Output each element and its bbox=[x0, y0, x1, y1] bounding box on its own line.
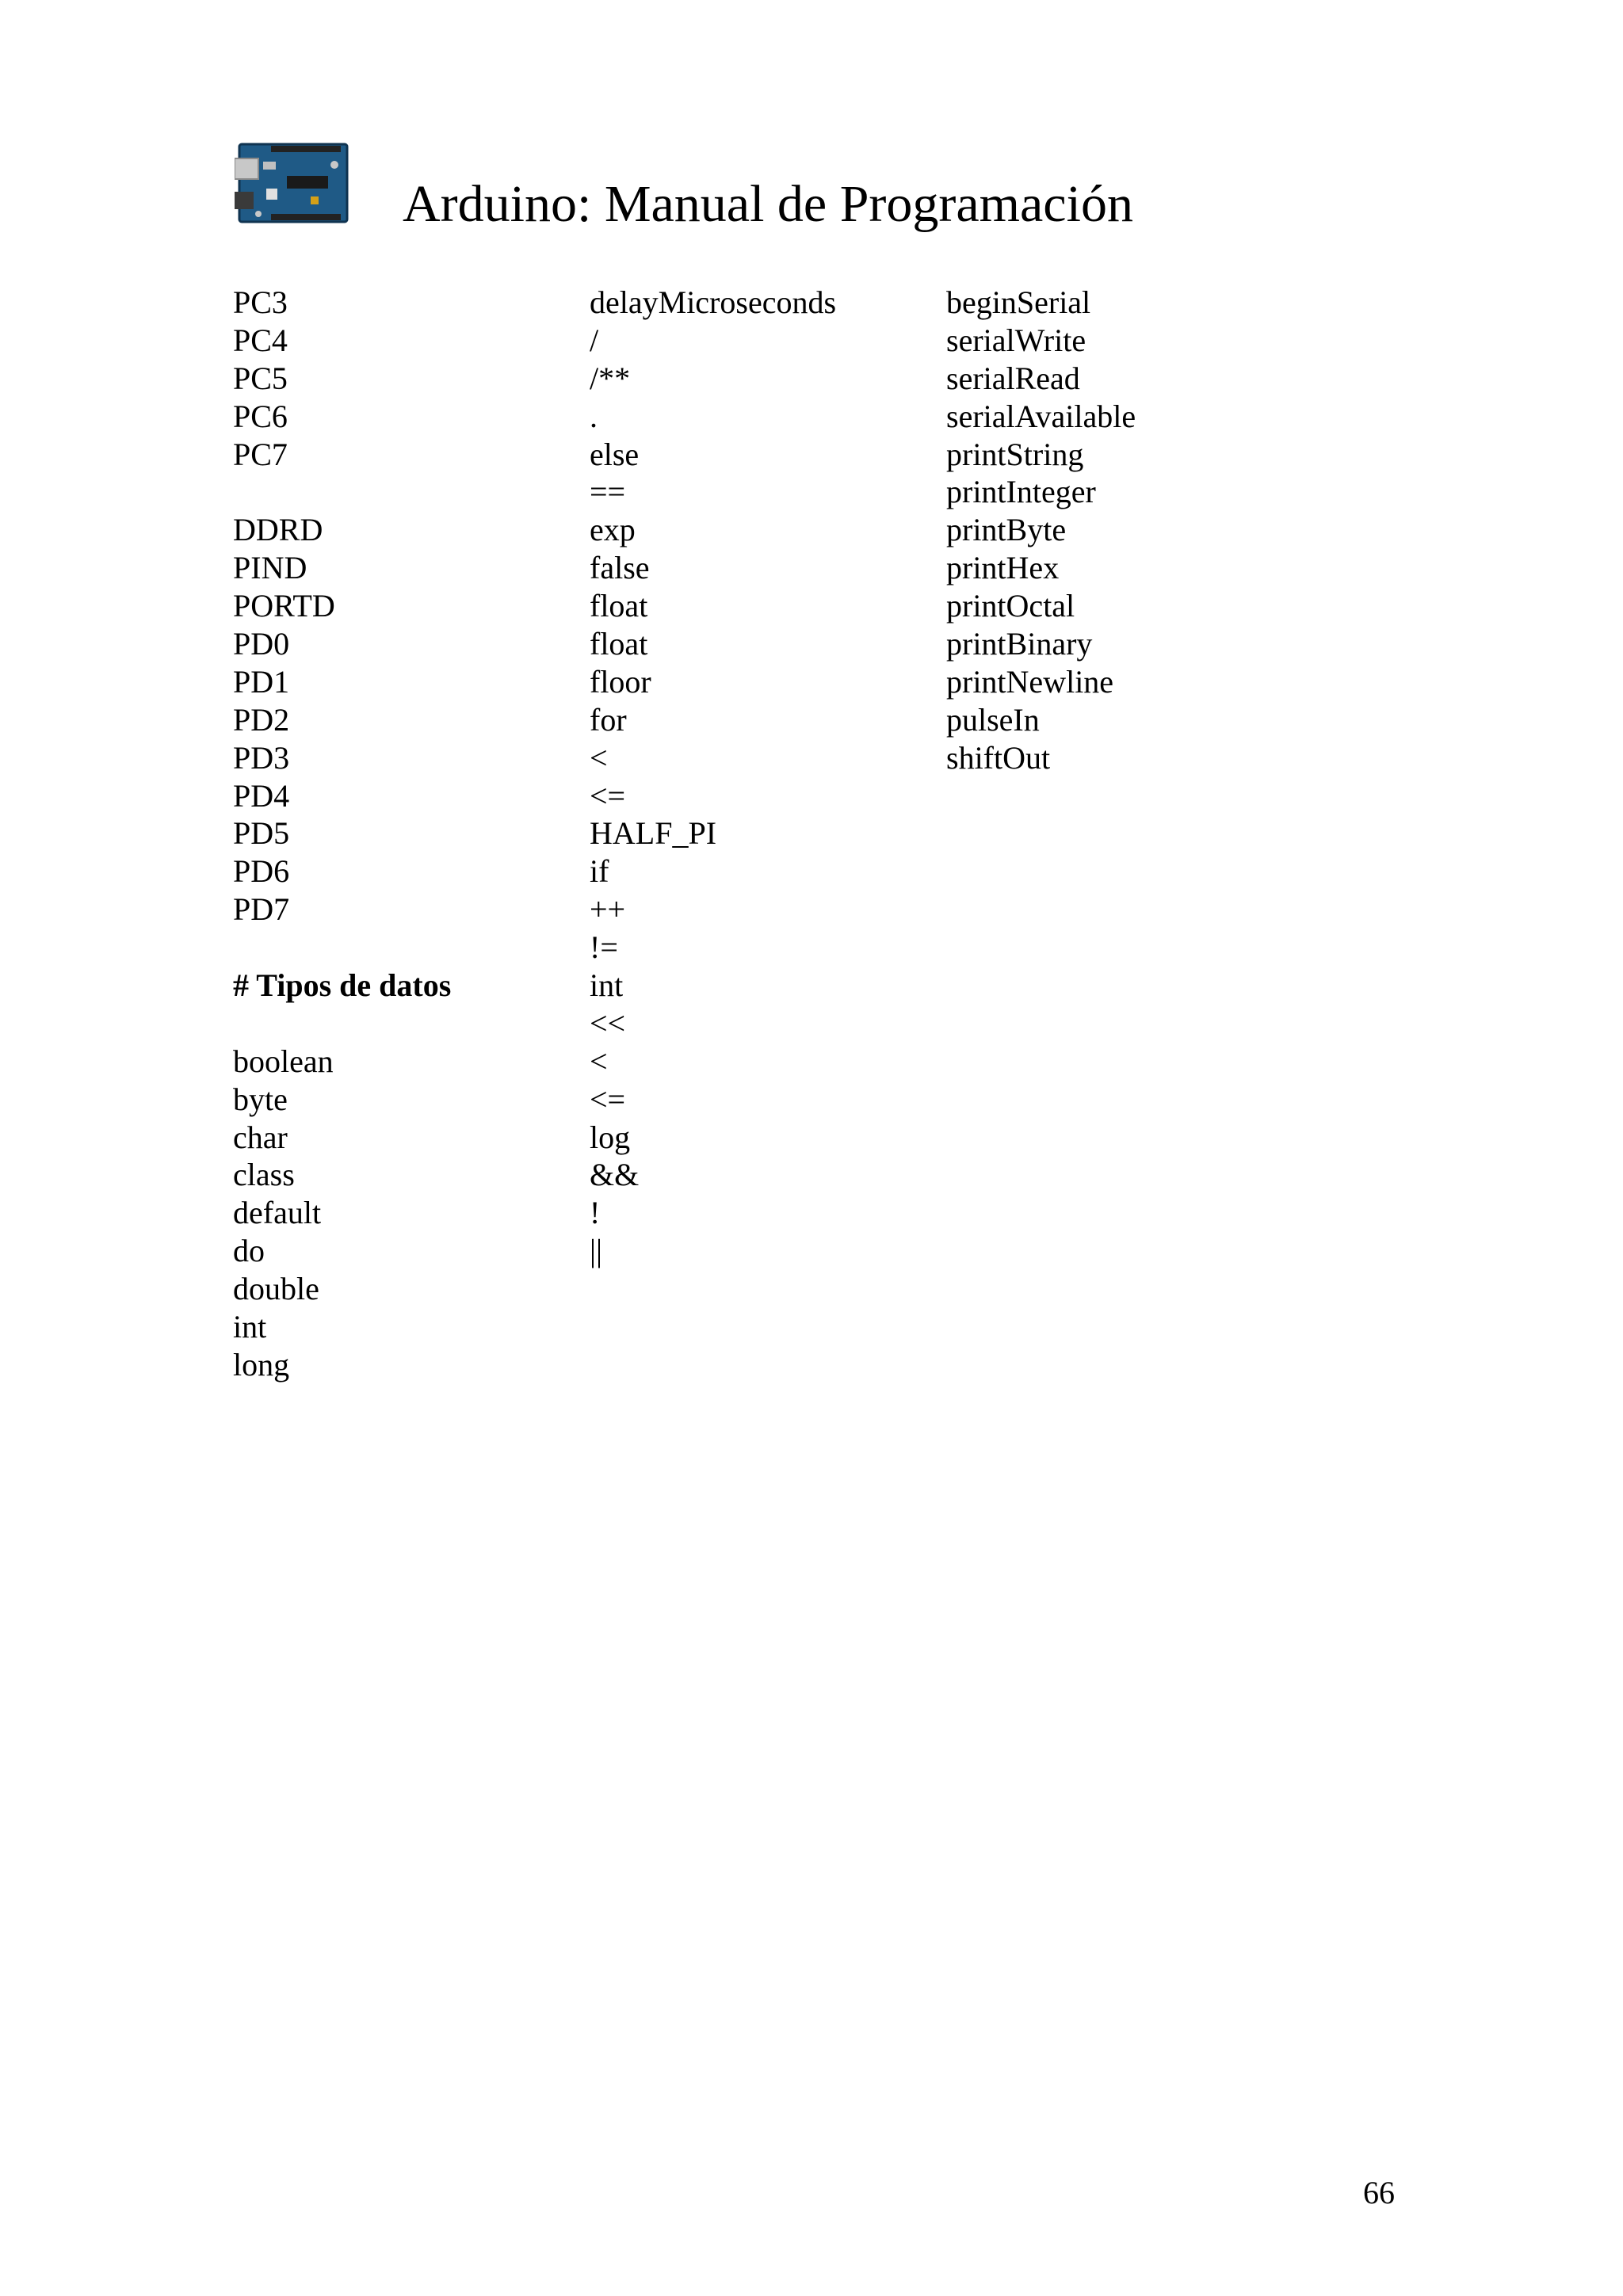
keyword-entry: PC3 bbox=[233, 284, 288, 320]
keyword-entry: <= bbox=[590, 777, 626, 814]
keyword-entry: PD5 bbox=[233, 815, 290, 852]
keyword-entry: PD3 bbox=[233, 739, 290, 776]
keyword-entry: PD1 bbox=[233, 663, 290, 700]
keyword-entry: /** bbox=[590, 360, 631, 396]
keyword-entry: printOctal bbox=[946, 588, 1075, 624]
keyword-entry: PD4 bbox=[233, 777, 290, 814]
keyword-entry: byte bbox=[233, 1081, 288, 1117]
keyword-entry: do bbox=[233, 1233, 265, 1269]
keyword-entry: . bbox=[590, 398, 598, 434]
keyword-entry: printInteger bbox=[946, 474, 1096, 510]
keyword-entry: floor bbox=[590, 663, 651, 700]
keyword-column-3 bbox=[946, 284, 1136, 777]
keyword-entry: float bbox=[590, 626, 648, 662]
keyword-column-2 bbox=[590, 284, 836, 1270]
document-title: Arduino: Manual de Programación bbox=[403, 175, 1133, 233]
keyword-entry: for bbox=[590, 701, 627, 738]
keyword-entry: exp bbox=[590, 512, 636, 548]
page-header bbox=[0, 0, 1623, 254]
keyword-entry: PC6 bbox=[233, 398, 288, 434]
keyword-entry: <= bbox=[590, 1081, 626, 1117]
keyword-entry: if bbox=[590, 853, 609, 890]
keyword-entry: printHex bbox=[946, 550, 1060, 586]
keyword-entry: float bbox=[590, 588, 648, 624]
arduino-board-icon bbox=[235, 141, 352, 225]
keyword-entry: PD2 bbox=[233, 701, 290, 738]
keyword-entry: printBinary bbox=[946, 626, 1093, 662]
keyword-entry: || bbox=[590, 1233, 603, 1269]
keyword-entry: serialAvailable bbox=[946, 398, 1136, 434]
keyword-entry: double bbox=[233, 1271, 319, 1307]
keyword-entry: PD6 bbox=[233, 853, 290, 890]
blank-line bbox=[233, 1005, 451, 1043]
keyword-entry: ++ bbox=[590, 891, 626, 928]
keyword-entry: pulseIn bbox=[946, 701, 1040, 738]
keyword-entry: default bbox=[233, 1195, 322, 1231]
keyword-entry: PC4 bbox=[233, 322, 288, 358]
keyword-entry: == bbox=[590, 474, 626, 510]
keyword-entry: PORTD bbox=[233, 588, 335, 624]
keyword-entry: shiftOut bbox=[946, 739, 1051, 776]
keyword-entry: delayMicroseconds bbox=[590, 284, 837, 320]
keyword-entry: int bbox=[233, 1309, 267, 1345]
keyword-entry: < bbox=[590, 739, 608, 776]
keyword-entry: printString bbox=[946, 436, 1084, 472]
keyword-entry: else bbox=[590, 436, 640, 472]
keyword-entry: long bbox=[233, 1346, 290, 1383]
keyword-entry: PIND bbox=[233, 550, 307, 586]
keyword-entry: ! bbox=[590, 1195, 601, 1231]
keyword-entry: PC5 bbox=[233, 360, 288, 396]
keyword-entry: < bbox=[590, 1043, 608, 1079]
keyword-entry: printByte bbox=[946, 512, 1067, 548]
page-number: 66 bbox=[1363, 2175, 1395, 2210]
keyword-entry: PC7 bbox=[233, 436, 288, 472]
keyword-entry: << bbox=[590, 1005, 626, 1041]
blank-line bbox=[233, 929, 451, 967]
keyword-entry: HALF_PI bbox=[590, 815, 717, 852]
keyword-entry: false bbox=[590, 550, 650, 586]
keyword-entry: serialRead bbox=[946, 360, 1080, 396]
keyword-entry: PD0 bbox=[233, 626, 290, 662]
keyword-column-1 bbox=[233, 284, 451, 1384]
keyword-entry: printNewline bbox=[946, 663, 1114, 700]
keyword-entry: char bbox=[233, 1119, 288, 1155]
keyword-entry: && bbox=[590, 1157, 640, 1193]
blank-line bbox=[233, 473, 451, 511]
keyword-entry: log bbox=[590, 1119, 631, 1155]
keyword-entry: DDRD bbox=[233, 512, 323, 548]
keyword-entry: != bbox=[590, 929, 618, 966]
keyword-entry: boolean bbox=[233, 1043, 334, 1079]
keyword-entry: serialWrite bbox=[946, 322, 1086, 358]
keyword-entry: class bbox=[233, 1157, 295, 1193]
keyword-entry: PD7 bbox=[233, 891, 290, 928]
keyword-entry: / bbox=[590, 322, 599, 358]
keyword-entry: beginSerial bbox=[946, 284, 1091, 320]
section-heading: # Tipos de datos bbox=[233, 967, 452, 1004]
keyword-entry: int bbox=[590, 967, 624, 1004]
